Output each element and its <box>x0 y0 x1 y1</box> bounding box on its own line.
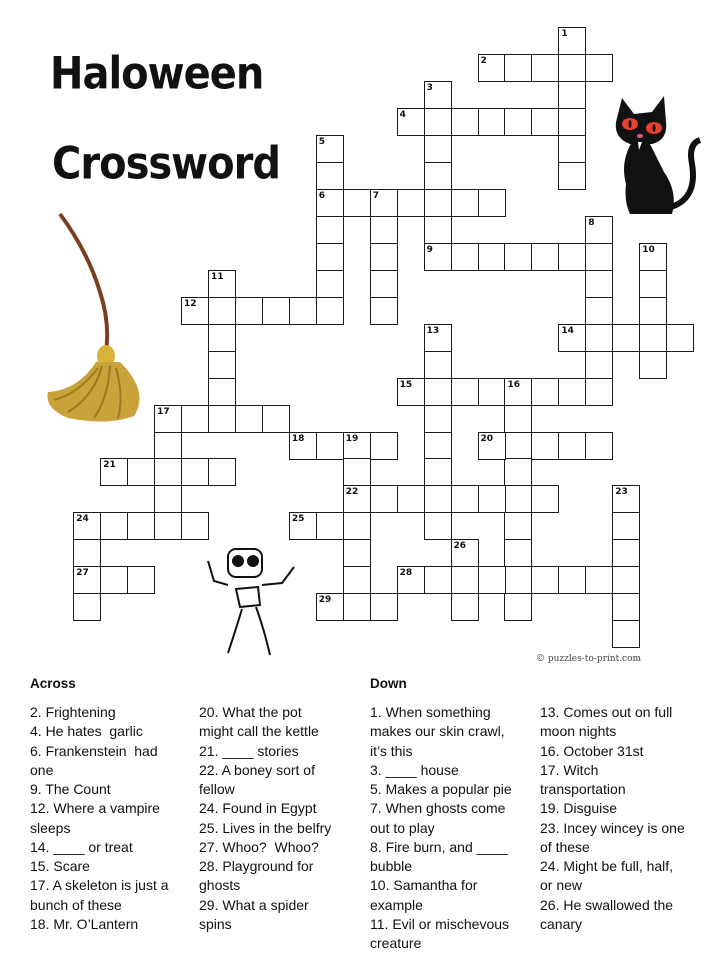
grid-cell[interactable] <box>612 512 640 540</box>
grid-cell[interactable] <box>100 458 128 486</box>
grid-cell[interactable] <box>208 324 236 352</box>
clue-number: 20 <box>480 433 494 444</box>
grid-cell[interactable] <box>154 512 182 540</box>
grid-cell[interactable] <box>370 297 398 325</box>
clue-line: 21. ____ stories <box>199 742 299 759</box>
grid-cell[interactable] <box>451 485 479 513</box>
title-line-1: Haloween <box>50 48 264 100</box>
clue-line: 22. A boney sort of <box>199 761 315 778</box>
black-cat-illustration <box>612 92 704 218</box>
clue-item <box>540 819 712 858</box>
clue-number: 8 <box>588 217 595 228</box>
grid-cell[interactable] <box>208 297 236 325</box>
grid-cell[interactable] <box>478 54 506 82</box>
grid-cell[interactable] <box>612 593 640 621</box>
grid-cell[interactable] <box>154 405 182 433</box>
clue-number: 1 <box>561 29 568 40</box>
grid-cell[interactable] <box>639 243 667 271</box>
grid-cell[interactable] <box>316 270 344 298</box>
grid-cell[interactable] <box>558 162 586 190</box>
clue-number: 13 <box>426 325 440 336</box>
clue-line: 4. He hates garlic <box>30 723 143 740</box>
grid-cell[interactable] <box>343 485 371 513</box>
clue-item <box>30 722 202 741</box>
clue-line: one <box>30 761 54 778</box>
clue-number: 18 <box>291 433 305 444</box>
clue-number: 17 <box>157 406 170 417</box>
clue-item <box>30 838 202 857</box>
clue-line: 13. Comes out on full <box>540 704 673 720</box>
grid-cell[interactable] <box>343 458 371 486</box>
clue-item <box>199 819 371 838</box>
grid-cell[interactable] <box>585 324 613 352</box>
grid-cell[interactable] <box>289 512 317 540</box>
clue-line: 7. When ghosts come <box>370 800 506 817</box>
grid-cell[interactable] <box>181 512 209 540</box>
grid-cell[interactable] <box>424 458 452 486</box>
clue-line: 27. Whoo? Whoo? <box>199 838 319 855</box>
grid-cell[interactable] <box>262 405 290 433</box>
clue-number: 16 <box>507 379 520 390</box>
grid-cell[interactable] <box>504 458 532 486</box>
grid-cell[interactable] <box>316 216 344 244</box>
grid-cell[interactable] <box>343 189 371 217</box>
grid-cell[interactable] <box>289 297 317 325</box>
grid-cell[interactable] <box>397 485 425 513</box>
clue-line: 19. Disguise <box>540 800 618 817</box>
clue-line: canary <box>540 915 583 932</box>
clue-number: 7 <box>372 190 379 201</box>
grid-cell[interactable] <box>235 297 263 325</box>
clue-item <box>30 703 202 722</box>
grid-cell[interactable] <box>424 432 452 460</box>
grid-cell[interactable] <box>558 54 586 82</box>
grid-cell[interactable] <box>316 297 344 325</box>
grid-cell[interactable] <box>424 351 452 379</box>
clue-line: 24. Found in Egypt <box>199 800 317 817</box>
clue-number: 23 <box>615 487 628 498</box>
grid-cell[interactable] <box>451 108 479 136</box>
clue-number: 14 <box>561 325 574 336</box>
grid-cell[interactable] <box>289 432 317 460</box>
clue-item <box>370 838 542 877</box>
clue-item <box>199 838 371 857</box>
clue-line: bubble <box>370 858 413 874</box>
grid-cell[interactable] <box>558 243 586 271</box>
clue-line: 3. ____ house <box>370 761 459 778</box>
grid-cell[interactable] <box>424 162 452 190</box>
grid-cell[interactable] <box>478 485 506 513</box>
clue-item <box>540 742 712 761</box>
clue-item <box>30 742 202 781</box>
grid-cell[interactable] <box>451 378 479 406</box>
grid-cell[interactable] <box>424 216 452 244</box>
clue-number: 19 <box>345 433 359 444</box>
grid-cell[interactable] <box>639 297 667 325</box>
grid-cell[interactable] <box>208 378 236 406</box>
grid-cell[interactable] <box>558 135 586 163</box>
clue-number: 2 <box>480 56 487 67</box>
grid-cell[interactable] <box>397 108 425 136</box>
grid-cell[interactable] <box>424 135 452 163</box>
clue-line: 23. Incey wincey is one <box>540 819 685 836</box>
grid-cell[interactable] <box>504 566 532 594</box>
grid-cell[interactable] <box>370 243 398 271</box>
clue-number: 26 <box>453 541 467 552</box>
grid-cell[interactable] <box>531 243 559 271</box>
grid-cell[interactable] <box>558 432 586 460</box>
clue-line: sleeps <box>30 819 71 836</box>
grid-cell[interactable] <box>424 189 452 217</box>
grid-cell[interactable] <box>478 189 506 217</box>
grid-cell[interactable] <box>504 485 532 513</box>
grid-cell[interactable] <box>424 243 452 271</box>
grid-cell[interactable] <box>612 566 640 594</box>
clue-number: 15 <box>399 379 413 390</box>
across-heading: Across <box>30 676 76 691</box>
clue-number: 3 <box>426 83 433 94</box>
clue-line: it’s this <box>370 742 413 759</box>
clue-item <box>370 761 542 780</box>
down-heading: Down <box>370 676 407 691</box>
grid-cell[interactable] <box>316 162 344 190</box>
grid-cell[interactable] <box>424 485 452 513</box>
clue-line: 2. Frightening <box>30 704 116 720</box>
clue-item <box>30 915 202 934</box>
clue-line: 10. Samantha for <box>370 877 478 894</box>
clue-item <box>199 857 371 896</box>
clue-number: 11 <box>211 271 224 282</box>
grid-cell[interactable] <box>343 539 371 567</box>
clue-line: transportation <box>540 781 626 797</box>
clue-line: ghosts <box>199 877 241 894</box>
grid-cell[interactable] <box>666 324 694 352</box>
clue-item <box>199 703 371 742</box>
skeleton-illustration <box>198 545 312 659</box>
clue-item <box>370 799 542 838</box>
clue-line: 5. Makes a popular pie <box>370 781 512 797</box>
clue-line: 18. Mr. O’Lantern <box>30 915 139 932</box>
clue-line: 15. Scare <box>30 858 90 874</box>
grid-cell[interactable] <box>370 432 398 460</box>
grid-cell[interactable] <box>478 378 506 406</box>
grid-cell[interactable] <box>612 620 640 648</box>
clue-line: 1. When something <box>370 704 491 720</box>
grid-cell[interactable] <box>370 485 398 513</box>
clue-line: creature <box>370 935 422 951</box>
clue-line: makes our skin crawl, <box>370 723 505 740</box>
clue-line: or new <box>540 877 583 894</box>
clue-item <box>199 799 371 818</box>
clue-line: 28. Playground for <box>199 858 314 874</box>
clue-line: 17. Witch <box>540 761 599 778</box>
grid-cell[interactable] <box>424 405 452 433</box>
grid-cell[interactable] <box>424 512 452 540</box>
grid-cell[interactable] <box>504 593 532 621</box>
broom-illustration <box>38 212 158 428</box>
down-clues-col-1 <box>370 703 542 953</box>
grid-cell[interactable] <box>585 297 613 325</box>
grid-cell[interactable] <box>612 324 640 352</box>
down-clues-col-2 <box>540 703 712 934</box>
clue-number: 24 <box>76 514 89 525</box>
across-clues-col-2 <box>199 703 371 934</box>
clue-item <box>370 915 542 954</box>
grid-cell[interactable] <box>343 512 371 540</box>
clue-line: 16. October 31st <box>540 742 644 759</box>
grid-cell[interactable] <box>451 539 479 567</box>
grid-cell[interactable] <box>370 270 398 298</box>
grid-cell[interactable] <box>585 566 613 594</box>
grid-cell[interactable] <box>127 566 155 594</box>
clue-number: 28 <box>399 568 413 579</box>
grid-cell[interactable] <box>181 297 209 325</box>
grid-cell[interactable] <box>558 324 586 352</box>
clue-line: out to play <box>370 819 435 836</box>
grid-cell[interactable] <box>504 432 532 460</box>
clue-item <box>540 703 712 742</box>
clue-line: moon nights <box>540 723 617 740</box>
clue-number: 4 <box>399 110 406 121</box>
grid-cell[interactable] <box>424 81 452 109</box>
grid-cell[interactable] <box>531 378 559 406</box>
clue-item <box>199 761 371 800</box>
grid-cell[interactable] <box>316 135 344 163</box>
grid-cell[interactable] <box>504 54 532 82</box>
clue-item <box>370 780 542 799</box>
grid-cell[interactable] <box>154 458 182 486</box>
clue-item <box>30 780 202 799</box>
clue-item <box>370 703 542 761</box>
grid-cell[interactable] <box>504 539 532 567</box>
title-line-2: Crossword <box>52 138 280 190</box>
grid-cell[interactable] <box>504 108 532 136</box>
clue-number: 9 <box>426 244 433 255</box>
grid-cell[interactable] <box>585 54 613 82</box>
grid-cell[interactable] <box>585 378 613 406</box>
clue-item <box>199 742 371 761</box>
clue-item <box>540 857 712 896</box>
clue-line: 25. Lives in the belfry <box>199 819 332 836</box>
clue-line: 24. Might be full, half, <box>540 858 674 874</box>
grid-cell[interactable] <box>451 189 479 217</box>
grid-cell[interactable] <box>558 566 586 594</box>
grid-cell[interactable] <box>208 405 236 433</box>
grid-cell[interactable] <box>639 324 667 352</box>
grid-cell[interactable] <box>370 216 398 244</box>
grid-cell[interactable] <box>531 432 559 460</box>
clue-item <box>370 876 542 915</box>
grid-cell[interactable] <box>585 432 613 460</box>
grid-cell[interactable] <box>424 378 452 406</box>
grid-cell[interactable] <box>478 108 506 136</box>
grid-cell[interactable] <box>181 458 209 486</box>
grid-cell[interactable] <box>451 243 479 271</box>
grid-cell[interactable] <box>478 432 506 460</box>
grid-cell[interactable] <box>612 485 640 513</box>
grid-cell[interactable] <box>531 566 559 594</box>
grid-cell[interactable] <box>208 270 236 298</box>
grid-cell[interactable] <box>531 54 559 82</box>
grid-cell[interactable] <box>504 512 532 540</box>
grid-cell[interactable] <box>558 81 586 109</box>
clue-line: might call the kettle <box>199 723 319 740</box>
grid-cell[interactable] <box>558 27 586 55</box>
grid-cell[interactable] <box>531 108 559 136</box>
grid-cell[interactable] <box>100 512 128 540</box>
grid-cell[interactable] <box>316 189 344 217</box>
grid-cell[interactable] <box>100 566 128 594</box>
across-clues-col-1 <box>30 703 202 934</box>
grid-cell[interactable] <box>478 566 506 594</box>
grid-cell[interactable] <box>235 405 263 433</box>
grid-cell[interactable] <box>370 593 398 621</box>
grid-cell[interactable] <box>585 243 613 271</box>
grid-cell[interactable] <box>181 405 209 433</box>
grid-cell[interactable] <box>397 566 425 594</box>
clue-line: 9. The Count <box>30 781 111 797</box>
grid-cell[interactable] <box>73 539 101 567</box>
clue-item <box>540 799 712 818</box>
grid-cell[interactable] <box>73 512 101 540</box>
grid-cell[interactable] <box>585 270 613 298</box>
clue-number: 6 <box>318 190 326 201</box>
grid-cell[interactable] <box>504 243 532 271</box>
grid-cell[interactable] <box>343 566 371 594</box>
clue-item <box>30 857 202 876</box>
grid-cell[interactable] <box>343 593 371 621</box>
grid-cell[interactable] <box>208 458 236 486</box>
clue-line: bunch of these <box>30 896 122 913</box>
clue-number: 12 <box>184 298 197 309</box>
clue-number: 21 <box>103 460 116 471</box>
grid-cell[interactable] <box>316 512 344 540</box>
clue-item <box>199 896 371 935</box>
clue-number: 10 <box>642 244 655 255</box>
grid-cell[interactable] <box>424 566 452 594</box>
grid-cell[interactable] <box>639 351 667 379</box>
grid-cell[interactable] <box>73 593 101 621</box>
clue-line: of these <box>540 838 590 855</box>
clue-line: spins <box>199 915 232 932</box>
grid-cell[interactable] <box>639 270 667 298</box>
clue-item <box>540 761 712 800</box>
clue-line: 8. Fire burn, and ____ <box>370 838 508 855</box>
grid-cell[interactable] <box>127 458 155 486</box>
clue-line: 29. What a spider <box>199 896 309 913</box>
grid-cell[interactable] <box>531 485 559 513</box>
copyright-text: © puzzles-to-print.com <box>536 654 642 664</box>
grid-cell[interactable] <box>370 189 398 217</box>
grid-cell[interactable] <box>397 189 425 217</box>
grid-cell[interactable] <box>504 378 532 406</box>
grid-cell[interactable] <box>154 432 182 460</box>
clue-line: 20. What the pot <box>199 704 302 720</box>
grid-cell[interactable] <box>612 539 640 567</box>
grid-cell[interactable] <box>316 593 344 621</box>
clue-number: 29 <box>318 595 332 606</box>
grid-cell[interactable] <box>558 108 586 136</box>
clue-line: 17. A skeleton is just a <box>30 877 169 894</box>
grid-cell[interactable] <box>424 324 452 352</box>
grid-cell[interactable] <box>478 243 506 271</box>
grid-cell[interactable] <box>316 243 344 271</box>
grid-cell[interactable] <box>397 378 425 406</box>
grid-cell[interactable] <box>585 351 613 379</box>
clue-number: 25 <box>291 514 305 525</box>
grid-cell[interactable] <box>127 512 155 540</box>
clue-item <box>30 799 202 838</box>
clue-line: 6. Frankenstein had <box>30 742 158 759</box>
clue-number: 5 <box>318 137 326 148</box>
clue-number: 27 <box>76 568 89 579</box>
clue-line: 26. He swallowed the <box>540 896 674 913</box>
clue-line: example <box>370 896 423 913</box>
grid-cell[interactable] <box>154 485 182 513</box>
grid-cell[interactable] <box>451 593 479 621</box>
grid-cell[interactable] <box>451 566 479 594</box>
grid-cell[interactable] <box>208 351 236 379</box>
clue-line: 14. ____ or treat <box>30 838 133 855</box>
grid-cell[interactable] <box>73 566 101 594</box>
grid-cell[interactable] <box>316 432 344 460</box>
grid-cell[interactable] <box>585 216 613 244</box>
grid-cell[interactable] <box>504 405 532 433</box>
clue-item <box>540 896 712 935</box>
clue-number: 22 <box>345 487 359 498</box>
clue-line: 11. Evil or mischevous <box>370 915 510 932</box>
grid-cell[interactable] <box>424 108 452 136</box>
grid-cell[interactable] <box>343 432 371 460</box>
clue-line: fellow <box>199 781 235 797</box>
clue-line: 12. Where a vampire <box>30 800 160 817</box>
grid-cell[interactable] <box>262 297 290 325</box>
grid-cell[interactable] <box>558 378 586 406</box>
clue-item <box>30 876 202 915</box>
